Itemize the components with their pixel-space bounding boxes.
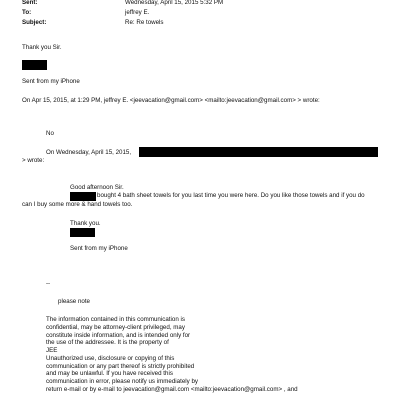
wrote-text: > wrote: <box>22 157 45 164</box>
separator-dash: -- <box>46 280 51 287</box>
quoted-header: On Apr 15, 2015, at 1:29 PM, jeffrey E. <jeevacation@gmail.com> <mailto:jeevacation@gmail.com> > wrote: <box>22 97 320 104</box>
thank-you-text: Thank you. <box>70 220 101 227</box>
disclaimer-line: Unauthorized use, disclosure or copying of this <box>46 354 175 362</box>
disclaimer-line: and may be unlawful. If you have received this <box>46 370 173 378</box>
reply-no: No <box>46 130 54 137</box>
disclaimer-line: confidential, may be attorney-client privileged, may <box>46 323 185 331</box>
sent-value: Wednesday, April 15, 2015 5:32 PM <box>125 0 224 6</box>
redaction-box <box>70 228 95 237</box>
thanks-text: Thank you Sir. <box>22 44 62 51</box>
towels-line-2: can I buy some more & hand towels too. <box>22 201 133 208</box>
disclaimer-line: The information contained in this communication is <box>46 316 185 323</box>
please-note: please note <box>58 298 90 305</box>
greeting-text: Good afternoon Sir. <box>70 184 124 191</box>
disclaimer-line: constitute inside information, and is intended only for <box>46 331 191 339</box>
subject-label: Subject: <box>22 19 47 26</box>
sent-from-iphone-2: Sent from my iPhone <box>70 245 128 252</box>
disclaimer-line: return e-mail or by e-mail to jeevacation@gmail.com <mailto:jeevacation@gmail.com> , and <box>46 385 298 393</box>
disclaimer-line: communication or any part thereof is strictly prohibited <box>46 362 195 370</box>
towels-line: bought 4 bath sheet towels for you last time you were here. Do you like those towels and if you do <box>97 192 365 199</box>
subject-value: Re: Re towels <box>125 19 164 26</box>
redaction-box <box>139 147 378 157</box>
disclaimer-line: JEE <box>46 347 58 354</box>
quoted-header-2: On Wednesday, April 15, 2015, <box>46 149 132 156</box>
sent-from-iphone: Sent from my iPhone <box>22 78 80 85</box>
to-value: jeffrey E. <box>125 9 150 16</box>
disclaimer-line: communication in error, please notify us immediately by <box>46 378 199 385</box>
to-label: To: <box>22 9 32 16</box>
redaction-box <box>22 60 47 70</box>
disclaimer-line: the use of the addressee. It is the property of <box>46 339 169 347</box>
disclaimer-block <box>46 316 298 394</box>
sent-label: Sent: <box>22 0 38 6</box>
redaction-box <box>70 192 96 201</box>
